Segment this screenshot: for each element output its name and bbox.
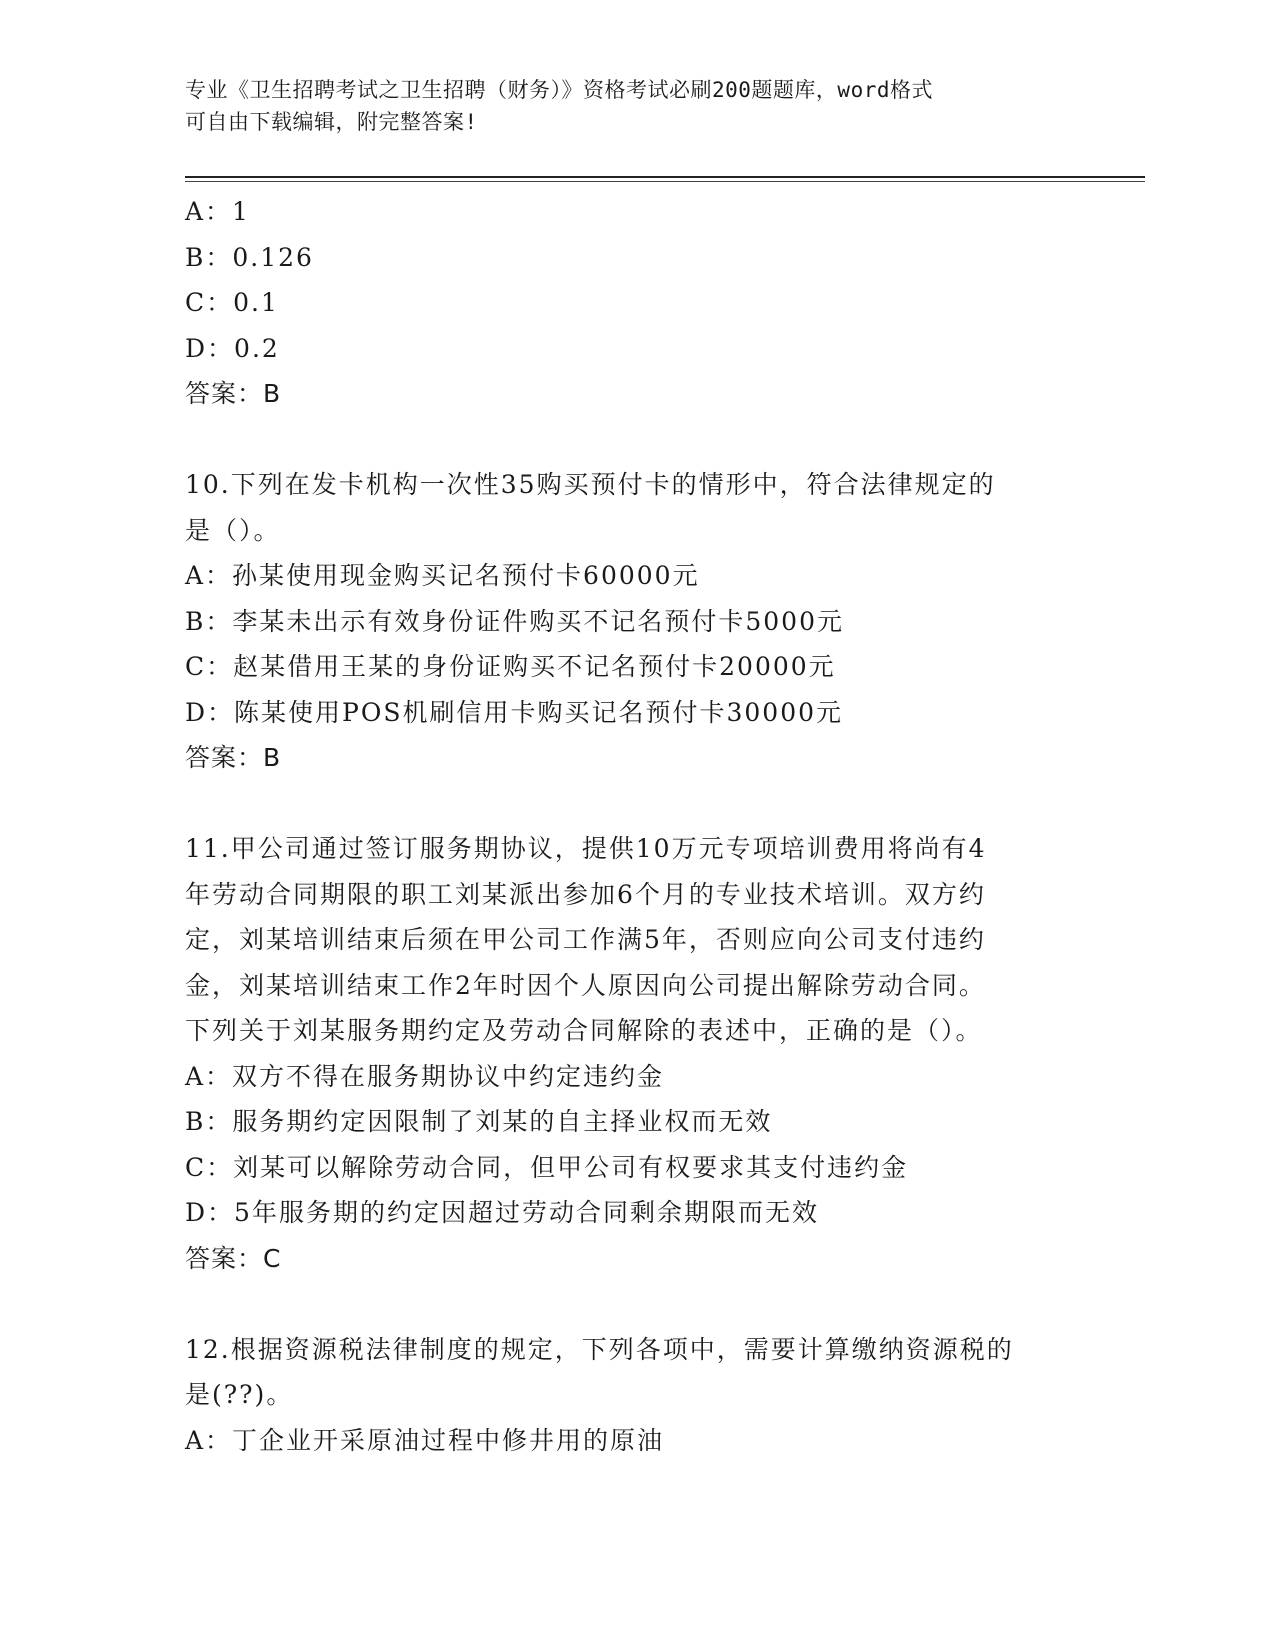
document-header — [185, 74, 1085, 138]
option-d: D：5年服务期的约定因超过劳动合同剩余期限而无效 — [185, 1198, 819, 1227]
question-11-block — [185, 826, 1085, 1281]
option-a: A：孙某使用现金购买记名预付卡60000元 — [185, 561, 700, 590]
question-10-block — [185, 462, 1085, 781]
option-a: A：丁企业开采原油过程中修井用的原油 — [185, 1425, 665, 1455]
question-stem-line: 金，刘某培训结束工作2年时因个人原因向公司提出解除劳动合同。 — [185, 970, 986, 1000]
option-c: C：0.1 — [185, 288, 279, 317]
answer-line: 答案：B — [185, 379, 282, 408]
question-stem-line: 12.根据资源税法律制度的规定，下列各项中，需要计算缴纳资源税的 — [185, 1334, 1014, 1364]
spacer — [185, 781, 1085, 827]
question-stem-line: 是（）。 — [185, 515, 281, 545]
answer-line: 答案：B — [185, 743, 282, 772]
option-a: A：1 — [185, 197, 250, 226]
option-b: B：0.126 — [185, 242, 314, 272]
answer-line: 答案：C — [185, 1243, 282, 1273]
header-divider-thin — [185, 181, 1145, 182]
option-b: B：服务期约定因限制了刘某的自主择业权而无效 — [185, 1107, 773, 1136]
question-12-block — [185, 1327, 1085, 1464]
option-c: C：赵某借用王某的身份证购买不记名预付卡20000元 — [185, 652, 836, 681]
question-content — [185, 189, 1085, 1463]
option-d: D：0.2 — [185, 333, 280, 363]
spacer — [185, 1281, 1085, 1327]
question-9-block — [185, 189, 1085, 417]
header-divider-thick — [185, 176, 1145, 178]
option-a: A：双方不得在服务期协议中约定违约金 — [185, 1061, 665, 1091]
question-stem-line: 10.下列在发卡机构一次性35购买预付卡的情形中，符合法律规定的 — [185, 470, 996, 499]
header-title-line-1: 专业《卫生招聘考试之卫生招聘（财务）》资格考试必刷200题题库，word格式 — [185, 78, 933, 102]
question-stem-line: 定，刘某培训结束后须在甲公司工作满5年，否则应向公司支付违约 — [185, 925, 986, 954]
option-b: B：李某未出示有效身份证件购买不记名预付卡5000元 — [185, 606, 844, 636]
question-stem-line: 下列关于刘某服务期约定及劳动合同解除的表述中，正确的是（）。 — [185, 1016, 983, 1045]
question-stem-line: 11.甲公司通过签订服务期协议，提供10万元专项培训费用将尚有4 — [185, 834, 987, 863]
spacer — [185, 417, 1085, 463]
option-d: D：陈某使用POS机刷信用卡购买记名预付卡30000元 — [185, 697, 844, 727]
header-title-line-2: 可自由下载编辑，附完整答案! — [185, 110, 478, 134]
option-c: C：刘某可以解除劳动合同，但甲公司有权要求其支付违约金 — [185, 1152, 909, 1182]
question-stem-line: 是(??)。 — [185, 1380, 294, 1409]
question-stem-line: 年劳动合同期限的职工刘某派出参加6个月的专业技术培训。双方约 — [185, 879, 986, 909]
